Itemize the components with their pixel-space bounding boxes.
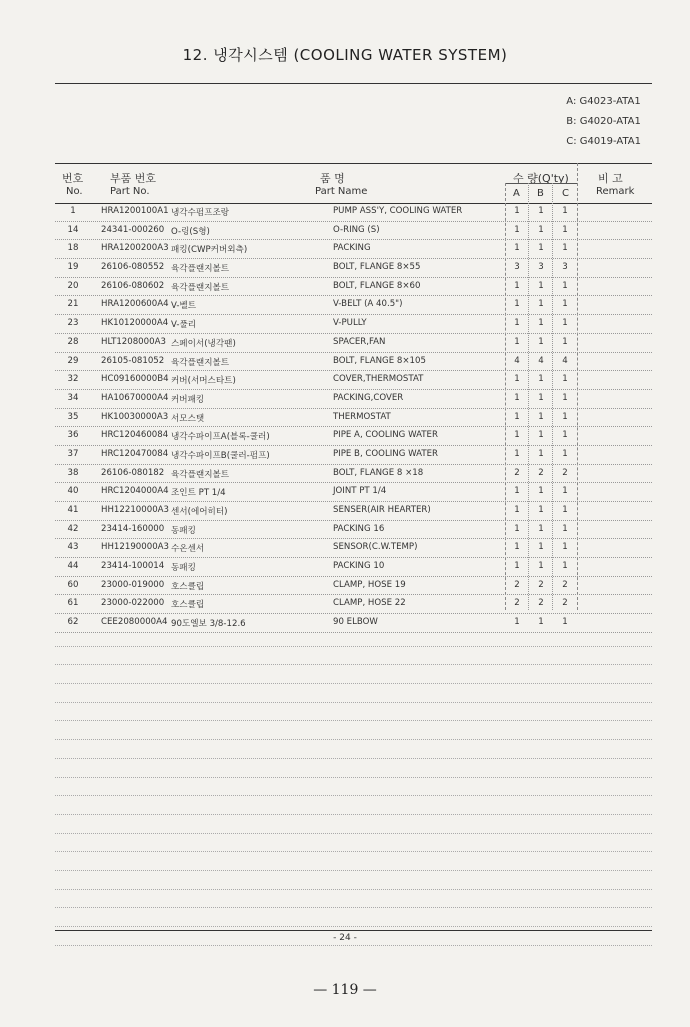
part-name-kr: 냉각수펌프조랑: [171, 208, 230, 218]
qty-a: 1: [514, 392, 520, 403]
qty-b: 1: [538, 411, 544, 422]
part-number: HRA1200100A1: [101, 206, 169, 216]
qty-c: 1: [562, 505, 568, 515]
qty-c: 3: [562, 262, 568, 273]
qty-a: 1: [514, 206, 520, 216]
part-number: 26105-081052: [101, 355, 165, 366]
table-row: [55, 539, 652, 558]
part-number: HK10030000A3: [101, 411, 169, 422]
part-name-en: JOINT PT 1/4: [333, 486, 387, 497]
part-name-kr: 육각플랜지볼트: [171, 282, 230, 293]
part-name-en: THERMOSTAT: [333, 411, 391, 422]
table-row: [55, 577, 652, 596]
part-number: HRC1204000A4: [101, 486, 169, 497]
part-name-en: SENSOR(C.W.TEMP): [333, 542, 418, 553]
part-name-en: BOLT, FLANGE 8 ×18: [333, 467, 424, 478]
part-no: 36: [67, 430, 79, 441]
blank-ruled-lines: [55, 628, 652, 946]
qty-a: 1: [514, 430, 520, 441]
qty-c: 1: [562, 224, 568, 235]
qty-b: 2: [538, 598, 544, 609]
table-row: [55, 558, 652, 577]
qty-a: 1: [514, 280, 520, 291]
part-name-en: PACKING 10: [333, 561, 385, 572]
model-a: A: G4023-ATA1: [566, 96, 641, 107]
part-name-kr: 수온센서: [171, 544, 205, 555]
table-row: [55, 222, 652, 241]
table-row: [55, 390, 652, 409]
part-name-en: SENSER(AIR HEARTER): [333, 505, 431, 515]
part-name-kr: 서모스탯: [171, 413, 205, 424]
qty-b: 1: [538, 280, 544, 291]
part-name-en: 90 ELBOW: [333, 617, 378, 628]
part-no: 35: [67, 411, 79, 422]
part-no: 44: [67, 561, 79, 572]
table-row: [55, 240, 652, 259]
header-qty-a: A: [513, 188, 520, 199]
part-number: HH12210000A3: [101, 505, 170, 515]
table-row: [55, 465, 652, 484]
part-name-en: V-PULLY: [333, 318, 367, 329]
part-number: HK10120000A4: [101, 318, 169, 329]
part-number: 24341-000260: [101, 224, 165, 235]
qty-b: 1: [538, 392, 544, 403]
part-no: 62: [67, 617, 79, 628]
qty-a: 3: [514, 262, 520, 273]
part-no: 60: [67, 579, 79, 590]
part-name-kr: V-풀리: [171, 320, 197, 331]
parts-table: [55, 203, 652, 633]
qty-c: 4: [562, 355, 568, 366]
part-no: 1: [70, 206, 76, 216]
qty-a: 1: [514, 299, 520, 310]
part-name-kr: 육각플랜지볼트: [171, 357, 230, 368]
header-no-kr: 번호: [62, 172, 84, 185]
qty-a: 1: [514, 486, 520, 497]
qty-a: 1: [514, 505, 520, 515]
part-no: 29: [67, 355, 79, 366]
part-name-kr: 냉각수파이프A(블록-쿨러): [171, 432, 270, 443]
qty-c: 2: [562, 579, 568, 590]
part-name-en: CLAMP, HOSE 19: [333, 579, 406, 590]
qty-b: 1: [538, 505, 544, 515]
page-title: 12. 냉각시스템 (COOLING WATER SYSTEM): [182, 46, 508, 64]
part-no: 40: [67, 486, 79, 497]
part-no: 28: [67, 336, 79, 347]
qty-c: 1: [562, 430, 568, 441]
header-qty-c: C: [562, 188, 569, 199]
qty-b: 1: [538, 430, 544, 441]
qty-b: 1: [538, 523, 544, 534]
qty-b: 1: [538, 486, 544, 497]
part-name-en: PACKING,COVER: [333, 392, 404, 403]
part-name-en: CLAMP, HOSE 22: [333, 598, 406, 609]
part-number: 23414-160000: [101, 523, 165, 534]
qty-b: 1: [538, 542, 544, 553]
table-row: [55, 502, 652, 521]
qty-c: 1: [562, 392, 568, 403]
qty-b: 1: [538, 561, 544, 572]
qty-c: 1: [562, 243, 568, 254]
part-number: HRC120460084: [101, 430, 169, 441]
part-name-kr: 육각플랜지볼트: [171, 469, 230, 480]
table-row: [55, 371, 652, 390]
qty-b: 1: [538, 374, 544, 385]
qty-a: 1: [514, 374, 520, 385]
table-row: [55, 203, 652, 222]
part-name-en: PIPE A, COOLING WATER: [333, 430, 438, 441]
part-name-kr: O-링(S형): [171, 226, 210, 237]
qty-b: 4: [538, 355, 544, 366]
table-row: [55, 446, 652, 465]
part-number: HRA1200200A3: [101, 243, 169, 254]
model-c: C: G4019-ATA1: [566, 136, 641, 147]
part-no: 41: [67, 505, 79, 515]
header-part-kr: 부품 번호: [110, 172, 157, 185]
qty-a: 1: [514, 448, 520, 459]
table-row: [55, 409, 652, 428]
qty-a: 1: [514, 318, 520, 329]
table-row: [55, 353, 652, 372]
header-remark-kr: 비 고: [598, 172, 623, 185]
table-row: [55, 315, 652, 334]
part-no: 38: [67, 467, 79, 478]
part-number: HRC120470084: [101, 448, 169, 459]
header-name-en: Part Name: [315, 186, 368, 197]
qty-b: 1: [538, 318, 544, 329]
qty-a: 1: [514, 542, 520, 553]
part-name-kr: 센서(에어히터): [171, 507, 228, 517]
qty-c: 1: [562, 448, 568, 459]
part-name-en: PACKING 16: [333, 523, 385, 534]
header-top-rule: [55, 163, 652, 164]
model-b: B: G4020-ATA1: [566, 116, 641, 127]
part-number: 26106-080182: [101, 467, 165, 478]
qty-a: 2: [514, 467, 520, 478]
part-name-en: SPACER,FAN: [333, 336, 386, 347]
outer-page-number: — 119 —: [313, 982, 377, 998]
qty-c: 1: [562, 374, 568, 385]
part-name-kr: 커버패킹: [171, 394, 205, 405]
qty-a: 1: [514, 336, 520, 347]
qty-b: 1: [538, 299, 544, 310]
qty-b: 3: [538, 262, 544, 273]
qty-b: 1: [538, 243, 544, 254]
qty-b: 1: [538, 617, 544, 628]
header-qty-b: B: [537, 188, 544, 199]
part-name-kr: 동패킹: [171, 563, 196, 574]
part-name-kr: 냉각수파이프B(쿨러-펌프): [171, 450, 270, 461]
model-list: [566, 92, 641, 152]
part-number: HH12190000A3: [101, 542, 170, 553]
part-name-en: BOLT, FLANGE 8×60: [333, 280, 421, 291]
part-no: 21: [67, 299, 79, 310]
part-no: 32: [67, 374, 79, 385]
header-name-kr: 품 명: [320, 172, 345, 185]
part-name-en: PIPE B, COOLING WATER: [333, 448, 438, 459]
qty-c: 1: [562, 318, 568, 329]
qty-a: 4: [514, 355, 520, 366]
qty-c: 1: [562, 336, 568, 347]
part-no: 37: [67, 448, 79, 459]
qty-a: 1: [514, 224, 520, 235]
qty-c: 1: [562, 299, 568, 310]
qty-a: 2: [514, 598, 520, 609]
part-no: 18: [67, 243, 79, 254]
part-name-kr: 조인트 PT 1/4: [171, 488, 226, 499]
part-name-en: O-RING (S): [333, 224, 380, 235]
part-number: HRA1200600A4: [101, 299, 169, 310]
table-row: [55, 334, 652, 353]
table-row: [55, 296, 652, 315]
part-name-en: V-BELT (A 40.5"): [333, 299, 403, 310]
part-number: HA10670000A4: [101, 392, 169, 403]
qty-a: 1: [514, 411, 520, 422]
qty-b: 2: [538, 467, 544, 478]
part-number: 23000-022000: [101, 598, 165, 609]
part-name-kr: 90도엘보 3/8-12.6: [171, 619, 246, 630]
part-name-en: PACKING: [333, 243, 371, 254]
part-number: HC09160000B4: [101, 374, 169, 385]
inner-page-number: - 24 -: [333, 933, 357, 943]
footer-rule: [55, 930, 652, 931]
qty-c: 1: [562, 561, 568, 572]
qty-a: 2: [514, 579, 520, 590]
part-number: 23414-100014: [101, 561, 165, 572]
qty-b: 1: [538, 336, 544, 347]
part-number: 23000-019000: [101, 579, 165, 590]
qty-c: 1: [562, 617, 568, 628]
qty-a: 1: [514, 243, 520, 254]
table-row: [55, 278, 652, 297]
part-name-kr: 동패킹: [171, 525, 196, 536]
qty-c: 1: [562, 206, 568, 216]
part-number: CEE2080000A4: [101, 617, 168, 628]
part-name-kr: 패킹(CWP커버외측): [171, 245, 248, 256]
qty-c: 1: [562, 542, 568, 553]
part-name-kr: 호스클립: [171, 581, 205, 592]
table-row: [55, 259, 652, 278]
part-name-kr: 호스클립: [171, 600, 205, 611]
part-no: 19: [67, 262, 79, 273]
part-name-kr: 육각플랜지볼트: [171, 264, 230, 275]
header-no-en: No.: [66, 186, 83, 197]
header-remark-en: Remark: [596, 186, 635, 197]
part-name-en: BOLT, FLANGE 8×55: [333, 262, 421, 273]
part-no: 42: [67, 523, 79, 534]
qty-c: 2: [562, 598, 568, 609]
header-qty: 수 량(Q'ty): [513, 172, 569, 185]
part-name-en: COVER,THERMOSTAT: [333, 374, 424, 385]
header-part-en: Part No.: [110, 186, 150, 197]
part-number: 26106-080602: [101, 280, 165, 291]
table-row: [55, 483, 652, 502]
part-name-kr: V-벨트: [171, 301, 197, 312]
qty-b: 1: [538, 206, 544, 216]
qty-divider: [505, 183, 577, 184]
table-row: [55, 521, 652, 540]
part-no: 23: [67, 318, 79, 329]
table-row: [55, 595, 652, 614]
qty-c: 1: [562, 411, 568, 422]
qty-a: 1: [514, 617, 520, 628]
part-number: HLT1208000A3: [101, 336, 166, 347]
part-name-kr: 커버(서머스타트): [171, 376, 236, 387]
part-name-en: BOLT, FLANGE 8×105: [333, 355, 426, 366]
qty-b: 1: [538, 224, 544, 235]
qty-a: 1: [514, 523, 520, 534]
part-number: 26106-080552: [101, 262, 165, 273]
part-no: 20: [67, 280, 79, 291]
part-no: 61: [67, 598, 79, 609]
table-row: [55, 427, 652, 446]
part-no: 14: [67, 224, 79, 235]
qty-c: 2: [562, 467, 568, 478]
qty-c: 1: [562, 486, 568, 497]
qty-a: 1: [514, 561, 520, 572]
qty-c: 1: [562, 280, 568, 291]
title-divider: [55, 83, 652, 84]
qty-b: 1: [538, 448, 544, 459]
part-no: 34: [67, 392, 79, 403]
qty-b: 2: [538, 579, 544, 590]
part-name-kr: 스페이서(냉각팬): [171, 338, 236, 349]
part-name-en: PUMP ASS'Y, COOLING WATER: [333, 206, 463, 216]
qty-c: 1: [562, 523, 568, 534]
part-no: 43: [67, 542, 79, 553]
